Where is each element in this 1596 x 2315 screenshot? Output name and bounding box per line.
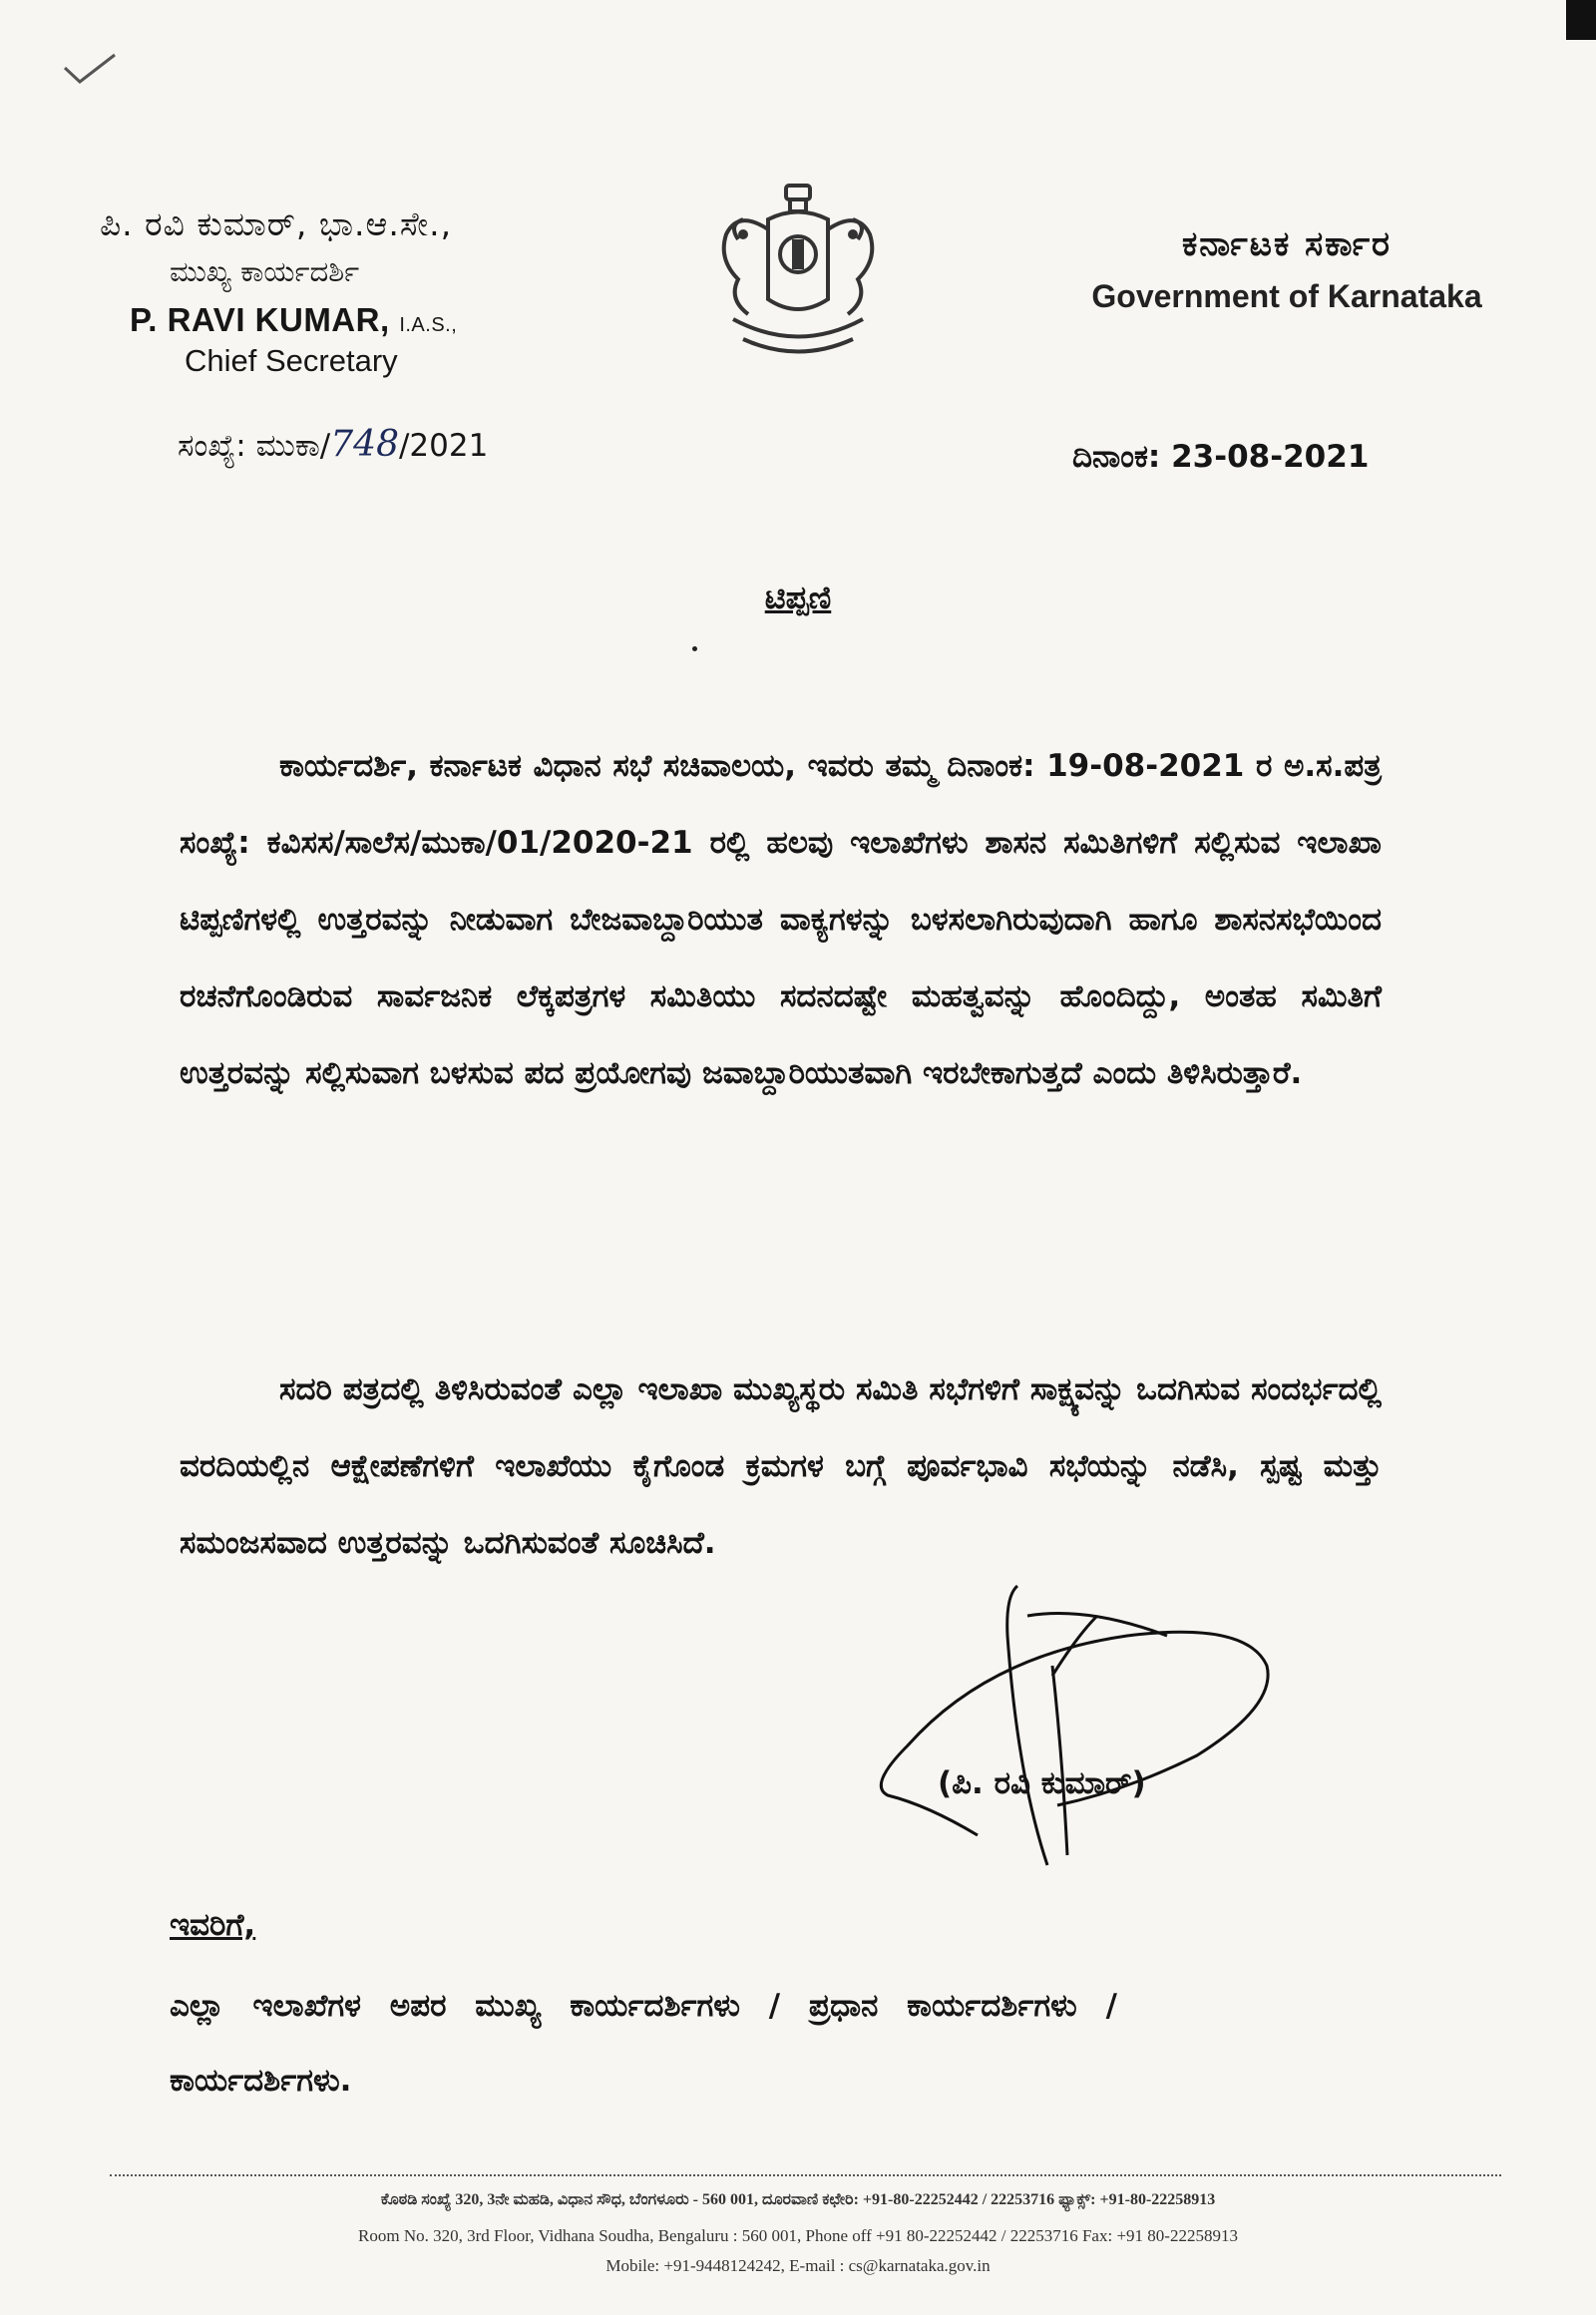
sender-designation-kannada: ಮುಖ್ಯ ಕಾರ್ಯದರ್ಶಿ <box>170 254 360 288</box>
reference-number <box>178 424 488 465</box>
sender-name-text: P. RAVI KUMAR, <box>130 301 390 338</box>
karnataka-emblem-icon <box>698 180 898 369</box>
sender-name-kannada: ಪಿ. ರವಿ ಕುಮಾರ್, ಭಾ.ಆ.ಸೇ., <box>100 204 453 243</box>
recipients-line-1: ಎಲ್ಲಾ ಇಲಾಖೆಗಳ ಅಪರ ಮುಖ್ಯ ಕಾರ್ಯದರ್ಶಿಗಳು / ಪ್ರಧಾನ ಕಾರ್ಯದರ್ಶಿಗಳು / <box>170 1988 1117 2024</box>
signature-icon <box>868 1576 1287 1875</box>
government-kannada: ಕರ್ನಾಟಕ ಸರ್ಕಾರ <box>1181 224 1393 264</box>
reference-handwritten-number: 748 <box>330 424 399 465</box>
signatory-name: (ಪಿ. ರವಿ ಕುಮಾರ್) <box>938 1765 1146 1801</box>
sender-name-suffix: I.A.S., <box>399 314 458 336</box>
date-label: ದಿನಾಂಕ: <box>1072 439 1161 475</box>
recipients-line-2: ಕಾರ್ಯದರ್ಶಿಗಳು. <box>170 2063 352 2099</box>
sender-designation-english: Chief Secretary <box>185 343 398 378</box>
footer-address-kannada <box>0 2191 1596 2209</box>
recipients-label: ಇವರಿಗೆ, <box>170 1907 256 1943</box>
sender-name-english <box>130 301 598 339</box>
tick-mark-icon <box>60 50 120 90</box>
footer-address-english: Room No. 320, 3rd Floor, Vidhana Soudha, Bengaluru : 560 001, Phone off +91 80-22252442 / 22253716 Fax: +91 80-22258913 <box>358 2226 1238 2245</box>
body-paragraph-1 <box>180 728 1382 1112</box>
government-block <box>1057 224 1516 315</box>
date-line <box>1072 439 1369 476</box>
government-english: Government of Karnataka <box>1091 278 1482 314</box>
reference-suffix: /2021 <box>398 428 489 464</box>
body-paragraph-2 <box>180 1351 1382 1582</box>
memo-title: ಟಿಪ್ಪಣಿ <box>764 579 832 616</box>
reference-prefix: ಸಂಖ್ಯೆ: ಮುಕಾ/ <box>178 428 331 464</box>
footer-divider <box>110 2174 1501 2176</box>
scan-edge-shadow <box>1566 0 1596 40</box>
date-value: 23-08-2021 <box>1171 439 1370 475</box>
ink-dot <box>692 646 697 651</box>
footer-contact: Mobile: +91-9448124242, E-mail : cs@karnataka.gov.in <box>605 2256 991 2275</box>
sender-block <box>100 204 598 379</box>
body-paragraph-2-text: ಸದರಿ ಪತ್ರದಲ್ಲಿ ತಿಳಿಸಿರುವಂತೆ ಎಲ್ಲಾ ಇಲಾಖಾ ಮುಖ್ಯಸ್ಥರು ಸಮಿತಿ ಸಭೆಗಳಿಗೆ ಸಾಕ್ಷ್ಯವನ್ನು ಒದಗಿಸುವ ಸಂದರ್ಭದಲ್ಲಿ ವರದಿಯಲ್ಲಿನ ಆಕ್ಷೇಪಣೆಗಳಿಗೆ ಇಲಾಖೆಯು ಕೈಗೊಂಡ ಕ್ರಮಗಳ ಬಗ್ಗೆ ಪೂರ್ವಭಾವಿ ಸಭೆಯನ್ನು ನಡೆಸಿ, ಸ್ಪಷ್ಟ ಮತ್ತು ಸಮಂಜಸವಾದ ಉತ್ತರವನ್ನು ಒದಗಿಸುವಂತೆ ಸೂಚಿಸಿದೆ. <box>180 1371 1382 1561</box>
body-paragraph-1-text: ಕಾರ್ಯದರ್ಶಿ, ಕರ್ನಾಟಕ ವಿಧಾನ ಸಭೆ ಸಚಿವಾಲಯ, ಇವರು ತಮ್ಮ ದಿನಾಂಕ: 19-08-2021 ರ ಅ.ಸ.ಪತ್ರ ಸಂಖ್ಯೆ: ಕವಿಸಸ/ಸಾಲೆಸ/ಮುಕಾ/01/2020-21 ರಲ್ಲಿ ಹಲವು ಇಲಾಖೆಗಳು ಶಾಸನ ಸಮಿತಿಗಳಿಗೆ ಸಲ್ಲಿಸುವ ಇಲಾಖಾ ಟಿಪ್ಪಣಿಗಳಲ್ಲಿ ಉತ್ತರವನ್ನು ನೀಡುವಾಗ ಬೇಜವಾಬ್ದಾರಿಯುತ ವಾಕ್ಯಗಳನ್ನು ಬಳಸಲಾಗಿರುವುದಾಗಿ ಹಾಗೂ ಶಾಸನಸಭೆಯಿಂದ ರಚನೆಗೊಂಡಿರುವ ಸಾರ್ವಜನಿಕ ಲೆಕ್ಕಪತ್ರಗಳ ಸಮಿತಿಯು ಸದನದಷ್ಟೇ ಮಹತ್ವವನ್ನು ಹೊಂದಿದ್ದು, ಅಂತಹ ಸಮಿತಿಗೆ ಉತ್ತರವನ್ನು ಸಲ್ಲಿಸುವಾಗ ಬಳಸುವ ಪದ ಪ್ರಯೋಗವು ಜವಾಬ್ದಾರಿಯುತವಾಗಿ ಇರಬೇಕಾಗುತ್ತದೆ ಎಂದು ತಿಳಿಸಿರುತ್ತಾರೆ. <box>180 748 1382 1091</box>
footer-address-kannada-text: ಕೊಠಡಿ ಸಂಖ್ಯೆ 320, 3ನೇ ಮಹಡಿ, ವಿಧಾನ ಸೌಧ, ಬೆಂಗಳೂರು - 560 001, ದೂರವಾಣಿ ಕಛೇರಿ: +91-80-22252442 / 22253716 ಫ್ಯಾಕ್ಸ್: +91-80-22258913 <box>380 2191 1216 2208</box>
